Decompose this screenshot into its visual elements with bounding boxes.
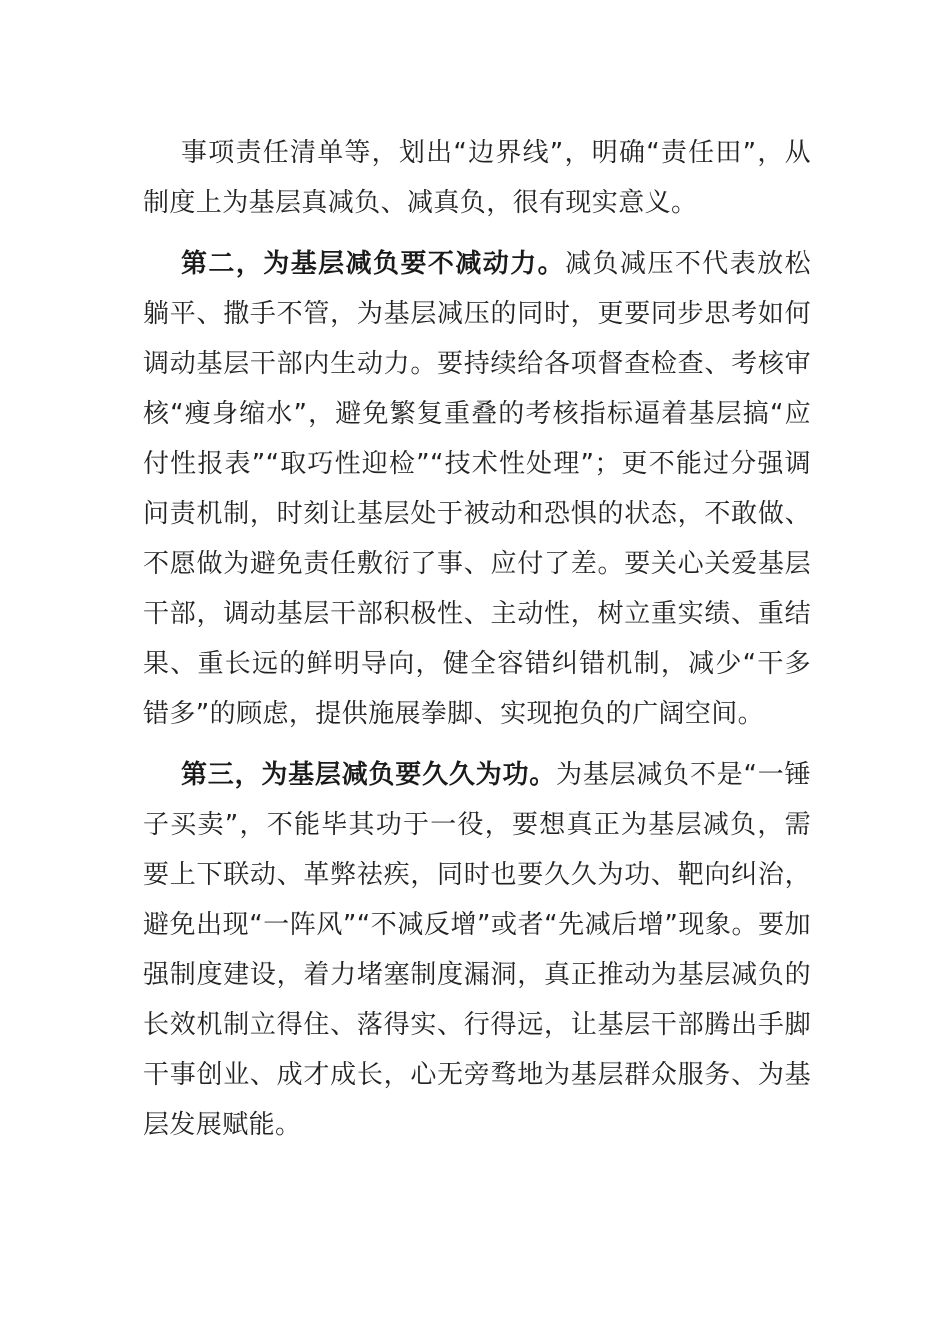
paragraph-lead: 第三，为基层减负要久久为功。 [181, 760, 557, 790]
paragraph-lead: 第二，为基层减负要不减动力。 [181, 249, 566, 279]
paragraph-second [143, 239, 811, 739]
paragraph-body: 为基层减负不是“一锤子买卖”，不能毕其功于一役，要想真正为基层减负，需要上下联动、革弊祛疾，同时也要久久为功、靶向纠治，避免出现“一阵风”“不减反增”或者“先减后增”现象。要加强制度建设，着力堵塞制度漏洞，真正推动为基层减负的长效机制立得住、落得实、行得远，让基层干部腾出手脚干事创业、成才成长，心无旁骛地为基层群众服务、为基层发展赋能。 [143, 760, 811, 1140]
paragraph-third [143, 750, 811, 1150]
paragraph-continuation [143, 128, 811, 228]
paragraph-body: 事项责任清单等，划出“边界线”，明确“责任田”，从制度上为基层真减负、减真负，很有现实意义。 [143, 138, 811, 218]
document-page [143, 128, 811, 1150]
paragraph-body: 减负减压不代表放松躺平、撒手不管，为基层减压的同时，更要同步思考如何调动基层干部内生动力。要持续给各项督查检查、考核审核“瘦身缩水”，避免繁复重叠的考核指标逼着基层搞“应付性报表”“取巧性迎检”“技术性处理”；更不能过分强调问责机制，时刻让基层处于被动和恐惧的状态，不敢做、不愿做为避免责任敷衍了事、应付了差。要关心关爱基层干部，调动基层干部积极性、主动性，树立重实绩、重结果、重长远的鲜明导向，健全容错纠错机制，减少“干多错多”的顾虑，提供施展拳脚、实现抱负的广阔空间。 [143, 249, 811, 729]
